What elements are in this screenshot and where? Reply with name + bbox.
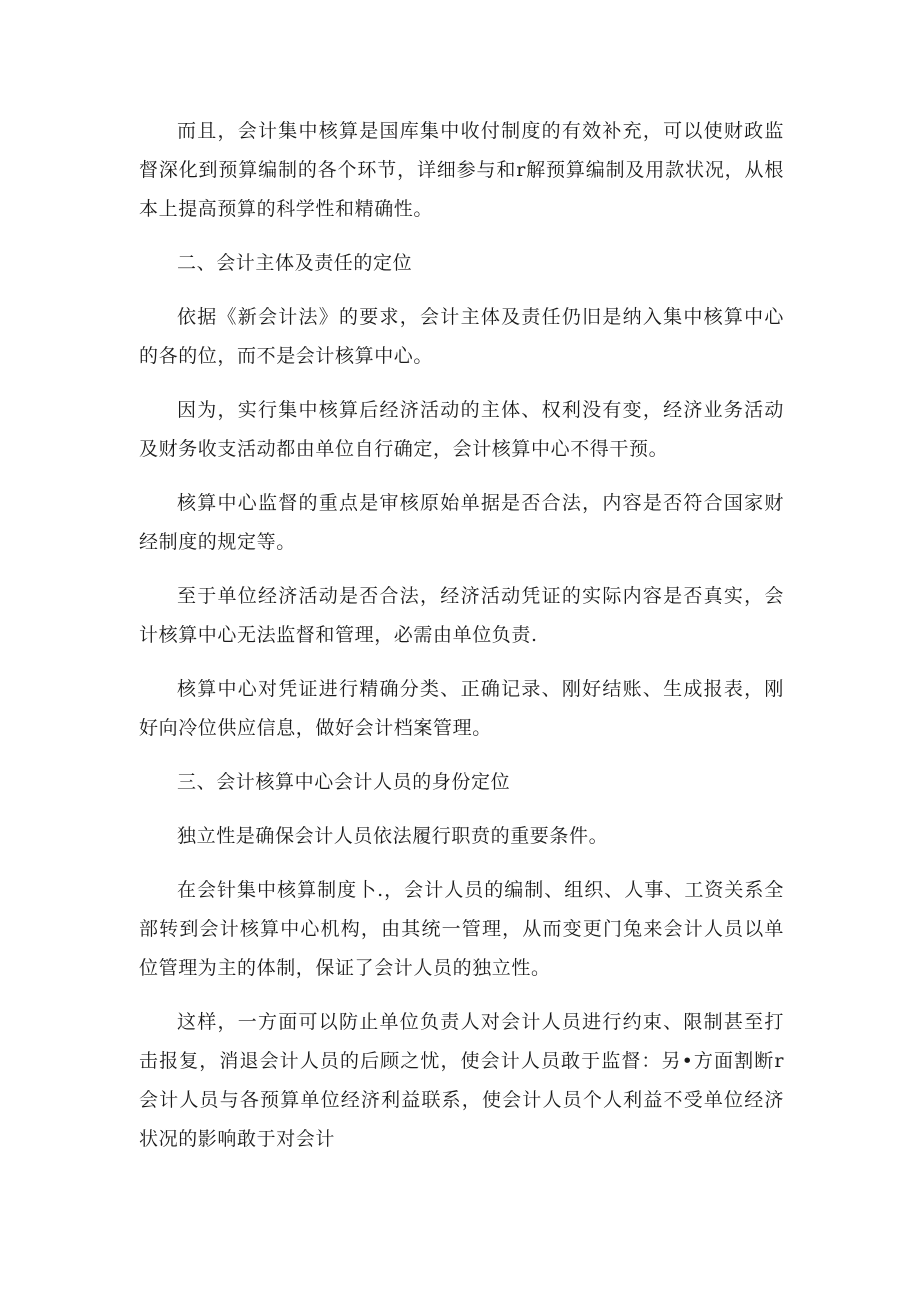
paragraph: 这样，一方面可以防止单位负责人对会计人员进行约束、限制甚至打击报复，消退会计人员的后顾之忧，使会计人员敢于监督：另•方面割断r会计人员与各预算单位经济利益联系，使会计人员个人利益不受单位经济状况的影响敢于对会计: [139, 1011, 784, 1150]
paragraph: 在会针集中核算制度卜.，会计人员的编制、组织、人事、工资关系全部转到会计核算中心机构，由其统一管理，从而变更门兔来会计人员以单位管理为主的体制，保证了会计人员的独立性。: [139, 879, 784, 979]
document-body: [139, 112, 784, 1174]
paragraph: 依据《新会计法》的要求，会计主体及责任仍旧是纳入集中核算中心的各的位，而不是会计核算中心。: [139, 306, 784, 367]
paragraph: 而且，会计集中核算是国库集中收付制度的有效补充，可以使财政监督深化到预算编制的各个环节，详细参与和r解预算编制及用款状况，从根本上提高预算的科学性和精确性。: [139, 120, 784, 220]
section-heading: 三、会计核算中心会计人员的身份定位: [177, 771, 511, 793]
paragraph: 核算中心监督的重点是审核原始单据是否合法，内容是否符合国家财经制度的规定等。: [139, 492, 784, 553]
paragraph: 至于单位经济活动是否合法，经济活动凭证的实际内容是否真实，会计核算中心无法监督和管理，必需由单位负责.: [139, 585, 784, 646]
paragraph: 核算中心对凭证进行精确分类、正确记录、刚好结账、生成报表，刚好向冷位供应信息，做好会计档案管理。: [139, 678, 784, 739]
paragraph: 独立性是确保会计人员依法履行职贲的重要条件。: [177, 825, 609, 847]
paragraph: 因为，实行集中核算后经济活动的主体、权利没有变，经济业务活动及财务收支活动都由单位自行确定，会计核算中心不得干预。: [139, 399, 784, 460]
section-heading: 二、会计主体及责任的定位: [177, 252, 413, 274]
